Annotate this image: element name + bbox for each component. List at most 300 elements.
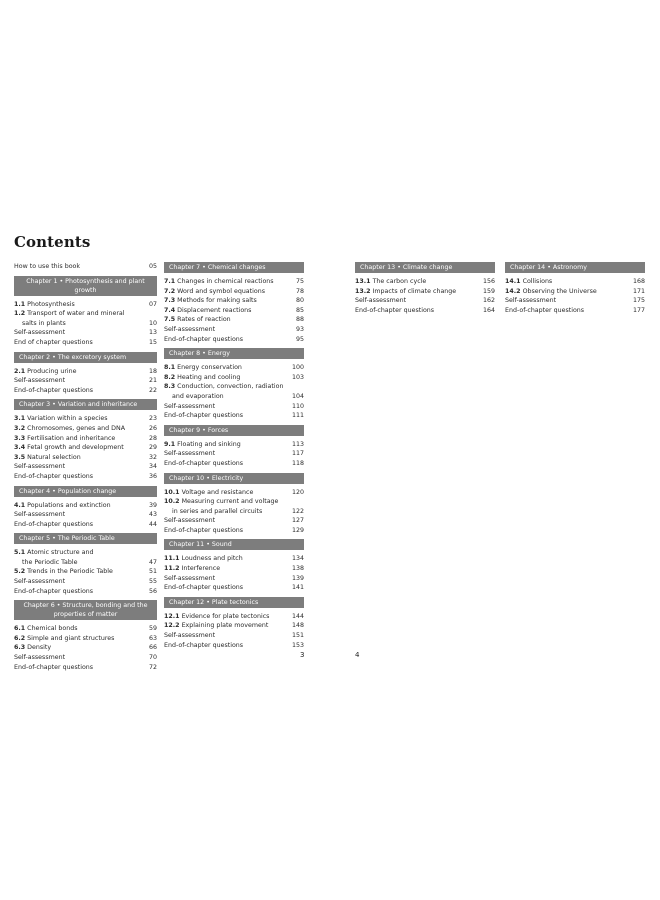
- entry-title: [14, 472, 149, 482]
- section-number: 7.3: [164, 297, 176, 305]
- entry-text: End-of-chapter questions: [14, 520, 94, 528]
- chapter-header[interactable]: Chapter 14 • Astronomy: [505, 262, 645, 273]
- entry-title: [164, 411, 292, 421]
- toc-entry[interactable]: [164, 497, 304, 516]
- entry-text: Self-assessment: [164, 325, 216, 333]
- entry-text: Self-assessment: [355, 297, 407, 305]
- chapter-header[interactable]: Chapter 11 • Sound: [164, 539, 304, 550]
- entry-text: End-of-chapter questions: [14, 587, 94, 595]
- toc-entry[interactable]: [505, 287, 645, 297]
- section-number: 2.1: [14, 367, 26, 375]
- entry-page: 21: [148, 377, 157, 385]
- entry-text: Explaining plate movement: [181, 622, 269, 630]
- toc-entry[interactable]: [14, 453, 157, 463]
- entry-text: Trends in the Periodic Table: [27, 568, 113, 576]
- entry-text: Displacement reactions: [177, 306, 252, 314]
- entry-title: [14, 663, 149, 673]
- entry-page: 29: [148, 444, 157, 452]
- entry-page: 103: [291, 373, 304, 381]
- entry-title: [355, 296, 483, 306]
- section-number: 13.2: [355, 287, 371, 295]
- entry-page: 127: [291, 517, 304, 525]
- entry-title: [14, 634, 149, 644]
- chapter-header[interactable]: Chapter 8 • Energy: [164, 348, 304, 359]
- entry-title: [164, 612, 292, 622]
- toc-entry[interactable]: [164, 440, 304, 450]
- entry-title: [164, 449, 292, 459]
- entry-text: Methods for making salts: [177, 297, 257, 305]
- entry-page: 23: [148, 415, 157, 423]
- section-number: 14.2: [505, 287, 521, 295]
- entry-title: [14, 338, 149, 348]
- entry-page: 59: [148, 625, 157, 633]
- chapter-header[interactable]: Chapter 2 • The excretory system: [14, 352, 157, 363]
- entry-title: [164, 564, 292, 574]
- entry-text: Photosynthesis: [27, 300, 75, 308]
- entry-text: End-of-chapter questions: [164, 459, 244, 467]
- entry-text: Rates of reaction: [177, 316, 231, 324]
- toc-entry[interactable]: [14, 386, 157, 396]
- section-number: 9.1: [164, 440, 176, 448]
- entry-title: [14, 414, 149, 424]
- entry-page: 175: [632, 297, 645, 305]
- entry-title: [164, 574, 292, 584]
- page-number-right: 4: [355, 651, 360, 659]
- toc-entry[interactable]: [355, 296, 495, 306]
- chapter-header[interactable]: Chapter 1 • Photosynthesis and plant growth: [14, 276, 157, 296]
- entry-text: Changes in chemical reactions: [177, 278, 274, 285]
- entry-page: 43: [148, 511, 157, 519]
- section-number: 1.2: [14, 310, 26, 318]
- entry-text: Fertilisation and inheritance: [27, 434, 116, 442]
- entry-text: End-of-chapter questions: [355, 306, 435, 314]
- entry-page: 88: [295, 316, 304, 324]
- toc-entry[interactable]: [164, 583, 304, 593]
- entry-title: [14, 462, 149, 472]
- toc-entry[interactable]: [164, 363, 304, 373]
- intro-page: 05: [148, 263, 157, 270]
- entry-title: [164, 440, 292, 450]
- section-number: 10.2: [164, 498, 180, 506]
- entry-text: End-of-chapter questions: [14, 663, 94, 671]
- entry-title: [164, 382, 292, 401]
- entry-title: [164, 554, 292, 564]
- toc-entry[interactable]: [164, 574, 304, 584]
- entry-title: [505, 277, 633, 287]
- entry-text: Self-assessment: [164, 450, 216, 458]
- entry-text: End-of-chapter questions: [164, 526, 244, 534]
- toc-entry[interactable]: [14, 643, 157, 653]
- entry-page: 15: [148, 338, 157, 346]
- entry-text: Variation within a species: [27, 415, 108, 423]
- entry-title: [14, 587, 149, 597]
- entry-text: Self-assessment: [164, 517, 216, 525]
- chapter-header[interactable]: Chapter 10 • Electricity: [164, 473, 304, 484]
- entry-title: [164, 459, 292, 469]
- toc-entry[interactable]: [14, 587, 157, 597]
- entry-title: [355, 277, 483, 287]
- chapter-header[interactable]: Chapter 12 • Plate tectonics: [164, 597, 304, 608]
- entry-page: 70: [148, 654, 157, 662]
- entry-text: End-of-chapter questions: [14, 472, 94, 480]
- entry-page: 151: [291, 632, 304, 640]
- entry-title: [14, 577, 149, 587]
- entry-title: [164, 583, 292, 593]
- toc-entry[interactable]: [14, 472, 157, 482]
- toc-entry[interactable]: [14, 414, 157, 424]
- chapter-header[interactable]: Chapter 9 • Forces: [164, 425, 304, 436]
- entry-page: 164: [482, 306, 495, 314]
- toc-entry[interactable]: [164, 621, 304, 631]
- section-number: 6.1: [14, 625, 26, 633]
- entry-page: 144: [291, 612, 304, 620]
- entry-title: [14, 453, 149, 463]
- entry-page: 100: [291, 364, 304, 372]
- entry-title: [14, 520, 149, 530]
- entry-text: Self-assessment: [164, 632, 216, 640]
- chapter-header[interactable]: Chapter 6 • Structure, bonding and the properties of matter: [14, 600, 157, 620]
- section-number: 8.2: [164, 373, 176, 381]
- section-number: 3.2: [14, 424, 26, 432]
- entry-page: 56: [148, 587, 157, 595]
- toc-entry[interactable]: [505, 277, 645, 287]
- toc-entry[interactable]: [164, 641, 304, 651]
- entry-text: Producing urine: [27, 367, 77, 375]
- entry-title: [14, 434, 149, 444]
- entry-page: 159: [482, 287, 495, 295]
- entry-text: Loudness and pitch: [181, 555, 243, 563]
- toc-entry[interactable]: [505, 296, 645, 306]
- toc-entry[interactable]: [505, 306, 645, 316]
- section-number: 11.1: [164, 555, 180, 563]
- entry-text: End-of-chapter questions: [505, 306, 585, 314]
- entry-title: [164, 306, 296, 316]
- toc-entry[interactable]: [164, 526, 304, 536]
- entry-page: 47: [148, 558, 157, 566]
- entry-title: [164, 526, 292, 536]
- entry-text: End-of-chapter questions: [164, 412, 244, 420]
- toc-entry[interactable]: [164, 306, 304, 316]
- toc-entry[interactable]: [14, 634, 157, 644]
- entry-page: 51: [148, 568, 157, 576]
- entry-page: 75: [295, 278, 304, 285]
- entry-page: 32: [148, 453, 157, 461]
- entry-page: 93: [295, 325, 304, 333]
- section-number: 7.2: [164, 287, 176, 295]
- toc-entry[interactable]: [164, 488, 304, 498]
- chapter-header[interactable]: Chapter 4 • Population change: [14, 486, 157, 497]
- toc-entry[interactable]: [164, 564, 304, 574]
- entry-text: Conduction, convection, radiation: [177, 383, 284, 391]
- toc-entry[interactable]: [164, 411, 304, 421]
- toc-entry[interactable]: [164, 612, 304, 622]
- entry-page: 07: [148, 300, 157, 308]
- section-number: 12.2: [164, 622, 180, 630]
- entry-text: Measuring current and voltage: [181, 498, 279, 506]
- entry-title: [164, 363, 292, 373]
- entry-title: [164, 402, 292, 412]
- entry-text: Observing the Universe: [522, 287, 597, 295]
- entry-title: [14, 443, 149, 453]
- entry-text: End-of-chapter questions: [164, 584, 244, 592]
- section-number: 12.1: [164, 612, 180, 620]
- entry-page: 18: [148, 367, 157, 375]
- entry-page: 63: [148, 634, 157, 642]
- entry-text: Self-assessment: [14, 654, 66, 662]
- entry-title: [164, 621, 292, 631]
- toc-entry[interactable]: [355, 287, 495, 297]
- entry-text-continued: the Periodic Table: [22, 558, 78, 566]
- entry-text: Chromosomes, genes and DNA: [27, 424, 126, 432]
- toc-entry[interactable]: [14, 548, 157, 567]
- entry-title: [14, 328, 149, 338]
- toc-entry[interactable]: [14, 510, 157, 520]
- section-number: 11.2: [164, 565, 180, 573]
- entry-title: [14, 300, 149, 310]
- entry-page: 80: [295, 297, 304, 305]
- entry-title: [355, 306, 483, 316]
- entry-page: 28: [148, 434, 157, 442]
- toc-entry[interactable]: [164, 382, 304, 401]
- entry-page: 55: [148, 578, 157, 586]
- entry-page: 78: [295, 287, 304, 295]
- entry-text: Evidence for plate tectonics: [181, 612, 270, 620]
- entry-text: Self-assessment: [164, 402, 216, 410]
- entry-page: 13: [148, 329, 157, 337]
- entry-text: Populations and extinction: [27, 501, 111, 509]
- entry-page: 153: [291, 641, 304, 649]
- entry-text: Atomic structure and: [27, 549, 94, 557]
- toc-entry[interactable]: [164, 373, 304, 383]
- chapter-header[interactable]: Chapter 3 • Variation and inheritance: [14, 399, 157, 410]
- page-title: Contents: [14, 233, 91, 251]
- entry-page: 148: [291, 622, 304, 630]
- entry-title: [164, 516, 292, 526]
- entry-page: 85: [295, 306, 304, 314]
- page-number-left: 3: [300, 651, 305, 659]
- toc-entry[interactable]: [14, 501, 157, 511]
- entry-title: [164, 287, 296, 297]
- toc-entry[interactable]: [14, 624, 157, 634]
- entry-title: [14, 624, 149, 634]
- section-number: 14.1: [505, 278, 521, 285]
- toc-entry[interactable]: [164, 287, 304, 297]
- entry-text: Density: [27, 644, 52, 652]
- entry-text: Natural selection: [27, 453, 81, 461]
- chapter-header[interactable]: Chapter 5 • The Periodic Table: [14, 533, 157, 544]
- entry-title: [14, 424, 149, 434]
- toc-entry[interactable]: [164, 516, 304, 526]
- section-number: 3.5: [14, 453, 26, 461]
- entry-page: 162: [482, 297, 495, 305]
- entry-title: [164, 335, 296, 345]
- toc-entry[interactable]: [14, 520, 157, 530]
- entry-title: [164, 641, 292, 651]
- entry-text: Interference: [181, 565, 221, 573]
- entry-text: Heating and cooling: [177, 373, 241, 381]
- entry-text: Word and symbol equations: [177, 287, 266, 295]
- entry-text: Floating and sinking: [177, 440, 241, 448]
- entry-text: Impacts of climate change: [372, 287, 457, 295]
- entry-page: 141: [291, 584, 304, 592]
- entry-page: 177: [632, 306, 645, 314]
- toc-column-2: [164, 262, 304, 650]
- entry-title: [164, 488, 292, 498]
- section-number: 5.1: [14, 549, 26, 557]
- section-number: 3.3: [14, 434, 26, 442]
- toc-entry[interactable]: [14, 663, 157, 673]
- section-number: 7.1: [164, 278, 176, 285]
- entry-title: [164, 277, 296, 287]
- toc-entry[interactable]: [164, 554, 304, 564]
- section-number: 10.1: [164, 488, 180, 496]
- entry-title: [14, 643, 149, 653]
- section-number: 5.2: [14, 568, 26, 576]
- section-number: 7.4: [164, 306, 176, 314]
- entry-page: 72: [148, 663, 157, 671]
- entry-title: [14, 376, 149, 386]
- toc-entry[interactable]: [14, 653, 157, 663]
- entry-page: 36: [148, 472, 157, 480]
- entry-title: [505, 296, 633, 306]
- entry-text: Simple and giant structures: [27, 634, 115, 642]
- toc-column-3: [355, 262, 495, 315]
- toc-entry[interactable]: [14, 328, 157, 338]
- entry-text: Voltage and resistance: [181, 488, 254, 496]
- entry-text-continued: in series and parallel circuits: [172, 507, 263, 515]
- intro-entry[interactable]: [14, 262, 157, 272]
- entry-page: 26: [148, 424, 157, 432]
- section-number: 3.1: [14, 415, 26, 423]
- entry-title: [14, 548, 149, 567]
- entry-title: [164, 497, 292, 516]
- entry-page: 139: [291, 574, 304, 582]
- section-number: 1.1: [14, 300, 26, 308]
- entry-page: 168: [632, 278, 645, 285]
- entry-title: [164, 373, 292, 383]
- toc-entry[interactable]: [355, 306, 495, 316]
- entry-title: [164, 325, 296, 335]
- toc-column-1: [14, 262, 157, 672]
- entry-title: [14, 367, 149, 377]
- entry-text: Self-assessment: [505, 297, 557, 305]
- entry-text: The carbon cycle: [372, 278, 427, 285]
- intro-label: How to use this book: [14, 263, 81, 270]
- entry-page: 134: [291, 555, 304, 563]
- entry-page: 129: [291, 526, 304, 534]
- entry-title: [164, 315, 296, 325]
- entry-page: 138: [291, 565, 304, 573]
- section-number: 4.1: [14, 501, 26, 509]
- entry-text: Chemical bonds: [27, 625, 78, 633]
- entry-title: [505, 306, 633, 316]
- toc-entry[interactable]: [164, 335, 304, 345]
- entry-text: End-of-chapter questions: [14, 386, 94, 394]
- section-number: 7.5: [164, 316, 176, 324]
- entry-page: 117: [291, 450, 304, 458]
- entry-text: Self-assessment: [14, 377, 66, 385]
- toc-entry[interactable]: [164, 631, 304, 641]
- entry-text: Self-assessment: [14, 463, 66, 471]
- entry-title: [164, 631, 292, 641]
- entry-title: [14, 653, 149, 663]
- entry-text-continued: salts in plants: [22, 319, 66, 327]
- entry-page: 122: [291, 507, 304, 515]
- toc-entry[interactable]: [14, 424, 157, 434]
- entry-page: 156: [482, 278, 495, 285]
- toc-entry[interactable]: [14, 443, 157, 453]
- entry-text: Self-assessment: [164, 574, 216, 582]
- toc-entry[interactable]: [14, 434, 157, 444]
- entry-page: 171: [632, 287, 645, 295]
- entry-page: 39: [148, 501, 157, 509]
- toc-entry[interactable]: [164, 459, 304, 469]
- toc-entry[interactable]: [14, 376, 157, 386]
- section-number: 8.3: [164, 383, 176, 391]
- toc-column-4: [505, 262, 645, 315]
- section-number: 6.2: [14, 634, 26, 642]
- section-number: 8.1: [164, 364, 176, 372]
- entry-text: Energy conservation: [177, 364, 242, 372]
- entry-page: 120: [291, 488, 304, 496]
- entry-text: End-of-chapter questions: [164, 641, 244, 649]
- entry-page: 95: [295, 335, 304, 343]
- entry-page: 66: [148, 644, 157, 652]
- entry-page: 113: [291, 440, 304, 448]
- toc-entry[interactable]: [164, 402, 304, 412]
- entry-text: Self-assessment: [14, 329, 66, 337]
- entry-title: [505, 287, 633, 297]
- entry-text: Collisions: [522, 278, 553, 285]
- entry-text: Transport of water and mineral: [27, 310, 125, 318]
- section-number: 3.4: [14, 444, 26, 452]
- entry-title: [14, 386, 149, 396]
- toc-entry[interactable]: [14, 567, 157, 577]
- toc-entry[interactable]: [164, 296, 304, 306]
- toc-entry[interactable]: [14, 338, 157, 348]
- entry-title: [355, 287, 483, 297]
- toc-entry[interactable]: [14, 577, 157, 587]
- entry-page: 34: [148, 463, 157, 471]
- chapter-header[interactable]: Chapter 7 • Chemical changes: [164, 262, 304, 273]
- entry-page: 118: [291, 459, 304, 467]
- entry-title: [14, 510, 149, 520]
- toc-entry[interactable]: [14, 462, 157, 472]
- entry-page: 22: [148, 386, 157, 394]
- toc-entry[interactable]: [164, 325, 304, 335]
- toc-entry[interactable]: [14, 367, 157, 377]
- toc-entry[interactable]: [164, 277, 304, 287]
- entry-title: [14, 309, 149, 328]
- section-number: 13.1: [355, 278, 371, 285]
- entry-text: End of chapter questions: [14, 338, 93, 346]
- toc-entry[interactable]: [164, 449, 304, 459]
- toc-entry[interactable]: [14, 300, 157, 310]
- toc-entry[interactable]: [164, 315, 304, 325]
- entry-page: 104: [291, 392, 304, 400]
- entry-page: 110: [291, 402, 304, 410]
- toc-entry[interactable]: [14, 309, 157, 328]
- entry-title: [14, 567, 149, 577]
- entry-page: 44: [148, 520, 157, 528]
- toc-entry[interactable]: [355, 277, 495, 287]
- entry-text: Self-assessment: [14, 578, 66, 586]
- entry-page: 10: [148, 319, 157, 327]
- chapter-header[interactable]: Chapter 13 • Climate change: [355, 262, 495, 273]
- entry-text: Fetal growth and development: [27, 444, 124, 452]
- entry-page: 111: [291, 412, 304, 420]
- entry-title: [14, 501, 149, 511]
